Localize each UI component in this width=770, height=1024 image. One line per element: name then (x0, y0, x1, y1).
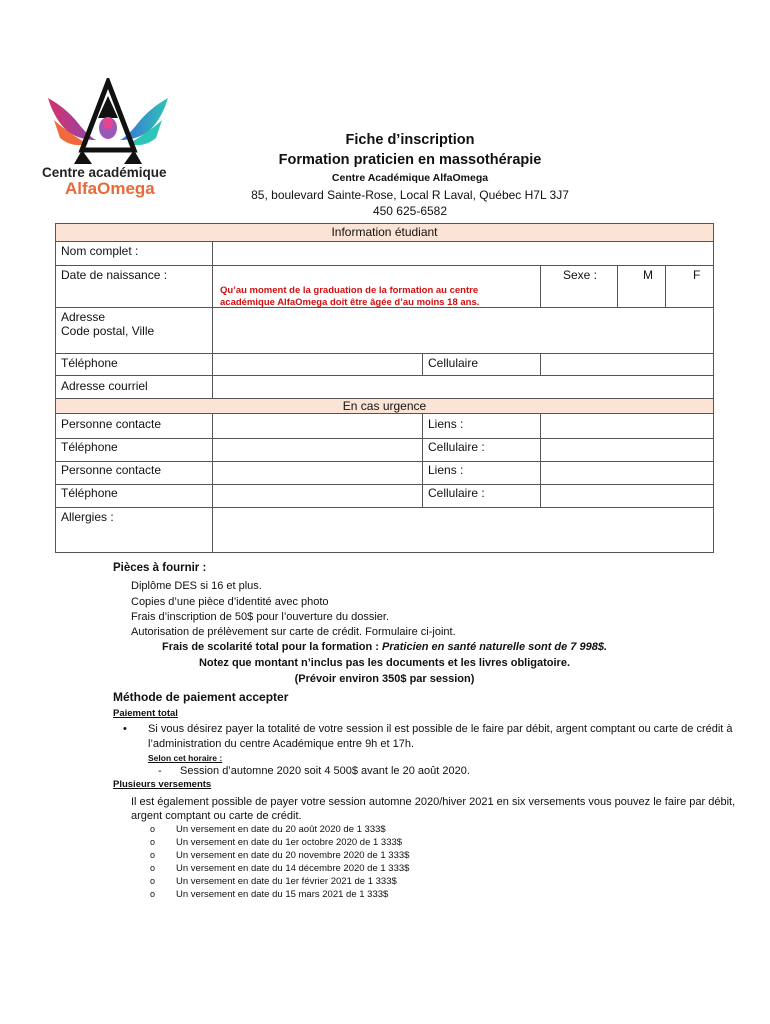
bullet-circle-icon: o (150, 850, 156, 860)
cell-2-field[interactable] (541, 439, 713, 461)
tuition-fees: Frais de scolarité total pour la formation : Praticien en santé naturelle sont de 7 998$. (161, 641, 608, 653)
label-phone-2: Téléphone (61, 440, 118, 454)
payment-full-heading: Paiement total (113, 708, 178, 719)
bullet-dot-icon: • (123, 723, 127, 735)
label-phone: Téléphone (61, 356, 118, 370)
center-phone: 450 625-6582 (372, 204, 448, 218)
schedule-item: Session d’automne 2020 soit 4 500$ avant le 20 août 2020. (180, 765, 470, 777)
section-student-info: Information étudiant (55, 223, 714, 242)
label-birth-date: Date de naissance : (61, 268, 168, 282)
bullet-circle-icon: o (150, 824, 156, 834)
label-cell-2: Cellulaire : (428, 440, 485, 454)
fees-note: Notez que montant n’inclus pas les documents et les livres obligatoire. (198, 657, 571, 669)
installment-item: Un versement en date du 14 décembre 2020 de 1 333$ (176, 863, 410, 874)
full-name-field[interactable] (213, 242, 713, 265)
label-sex: Sexe : (563, 268, 598, 282)
label-contact-1: Personne contacte (61, 417, 162, 431)
email-field[interactable] (213, 376, 713, 398)
installment-item: Un versement en date du 20 août 2020 de 1 333$ (176, 824, 386, 835)
phone-3-field[interactable] (213, 485, 421, 507)
label-phone-3: Téléphone (61, 486, 118, 500)
documents-heading: Pièces à fournir : (113, 562, 207, 574)
sex-option-f[interactable]: F (693, 268, 701, 282)
payment-multi-text-1: Il est également possible de payer votre session automne 2020/hiver 2021 en six versements vous pouvez le faire par débit, (131, 796, 736, 808)
section-emergency: En cas urgence (55, 398, 714, 414)
label-email: Adresse courriel (61, 379, 148, 393)
payment-full-text-1: Si vous désirez payer la totalité de votre session il est possible de le faire par débit, argent comptant ou carte de crédit à (148, 723, 733, 735)
installment-item: Un versement en date du 15 mars 2021 de 1 333$ (176, 889, 389, 900)
installment-item: Un versement en date du 20 novembre 2020 de 1 333$ (176, 850, 410, 861)
payment-multi-heading: Plusieurs versements (113, 779, 212, 790)
payment-full-text-2: l’administration du centre Académique entre 9h et 17h. (148, 738, 414, 750)
label-links-1: Liens : (428, 417, 464, 431)
links-2-field[interactable] (541, 462, 713, 484)
logo-text-alfaomega: AlfaOmega (65, 179, 155, 198)
registration-form (55, 223, 714, 553)
label-full-name: Nom complet : (61, 244, 139, 258)
fees-note-books: (Prévoir environ 350$ par session) (294, 673, 475, 685)
address-field[interactable] (213, 308, 713, 353)
bullet-circle-icon: o (150, 876, 156, 886)
bullet-circle-icon: o (150, 863, 156, 873)
contact-2-field[interactable] (213, 462, 421, 484)
sex-option-m[interactable]: M (643, 268, 653, 282)
cell-3-field[interactable] (541, 485, 713, 507)
document-item: Autorisation de prélèvement sur carte de crédit. Formulaire ci-joint. (131, 626, 456, 638)
allergies-field[interactable] (213, 508, 713, 552)
schedule-heading: Selon cet horaire : (148, 753, 223, 763)
phone-field[interactable] (213, 354, 421, 375)
label-allergies: Allergies : (61, 510, 114, 524)
dash-icon: - (158, 765, 162, 777)
logo-text-centre: Centre académique (42, 165, 167, 180)
payment-heading: Méthode de paiement accepter (113, 690, 289, 704)
center-address: 85, boulevard Sainte-Rose, Local R Laval, Québec H7L 3J7 (251, 188, 569, 202)
contact-1-field[interactable] (213, 415, 421, 438)
age-requirement-note: Qu’au moment de la graduation de la formation au centre académique AlfaOmega doit être âgée d’au moins 18 ans. (220, 285, 480, 308)
installment-item: Un versement en date du 1er octobre 2020 de 1 333$ (176, 837, 403, 848)
center-name: Centre Académique AlfaOmega (331, 172, 489, 184)
label-links-2: Liens : (428, 463, 464, 477)
links-1-field[interactable] (541, 415, 713, 438)
bullet-circle-icon: o (150, 889, 156, 899)
installment-item: Un versement en date du 1er février 2021 de 1 333$ (176, 876, 397, 887)
label-postal-city: Code postal, Ville (61, 324, 155, 338)
cell-field[interactable] (541, 354, 713, 375)
page-title: Fiche d’inscription (345, 132, 475, 148)
payment-multi-text-2: argent comptant ou carte de crédit. (131, 810, 302, 822)
label-address: Adresse (61, 310, 106, 324)
label-cell-3: Cellulaire : (428, 486, 485, 500)
label-cell: Cellulaire (428, 356, 479, 370)
label-contact-2: Personne contacte (61, 463, 162, 477)
document-item: Copies d’une pièce d’identité avec photo (131, 596, 329, 608)
phone-2-field[interactable] (213, 439, 421, 461)
document-item: Diplôme DES si 16 et plus. (131, 580, 262, 592)
page-subtitle: Formation praticien en massothérapie (278, 152, 542, 168)
document-item: Frais d’inscription de 50$ pour l’ouverture du dossier. (131, 611, 390, 623)
bullet-circle-icon: o (150, 837, 156, 847)
